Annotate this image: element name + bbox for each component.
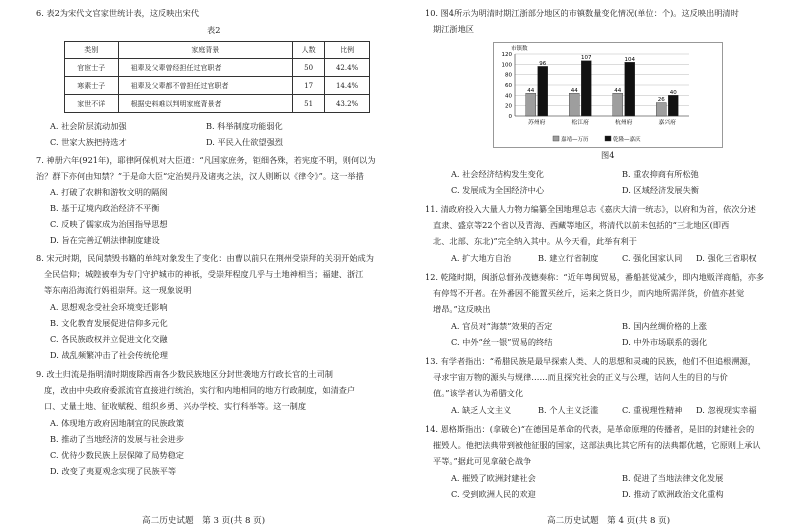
x-tick-label: 苏州府: [528, 120, 546, 126]
question-12-line: 12. 乾隆时期，闽浙总督孙茂德奏称：“近年粤闽贸易，番船甚觉减少，即内地贩洋商船，亦多: [425, 272, 765, 282]
table-cell: 42.4%: [325, 59, 370, 77]
bar: [613, 93, 623, 116]
option-10c: C. 发展成为全国经济中心: [451, 185, 545, 195]
bar-chart-svg: [493, 42, 723, 148]
option-13b: B. 个人主义泛滥: [538, 405, 599, 415]
option-14c: C. 受到欧洲人民的欢迎: [451, 489, 536, 499]
table-cell: 祖辈及父辈曾经担任过官职者: [118, 59, 293, 77]
option-9a: A. 体现地方政府因地制宜的民族政策: [50, 418, 184, 428]
question-8-line: 8. 宋元时期，民间禁毁书籍的单纯对象发生了变化：由曹以前只在荆州受崇拜的关羽开始成为: [36, 253, 374, 263]
page-footer: 高二历史试题 第 3 页(共 8 页): [142, 516, 266, 526]
x-tick-label: 嘉兴府: [658, 120, 676, 126]
option-13a: A. 缺乏人文主义: [451, 405, 512, 415]
data-label: 26: [657, 97, 665, 104]
table-cell: 寒素士子: [65, 77, 119, 95]
x-tick-label: 杭州府: [615, 120, 633, 126]
option-8c: C. 各民族政权并立促进文化交融: [50, 334, 168, 344]
legend-swatch: [605, 136, 611, 141]
page-footer: 高二历史试题 第 4 页(共 8 页): [547, 516, 671, 526]
question-11-line: 11. 清政府投入大量人力物力编纂全国地理总志《嘉庆大清一统志》，以府和为首，依次分述: [425, 204, 756, 214]
option-13d: D. 忽视现实幸福: [696, 405, 757, 415]
question-12-line: 增昂。”这反映出: [433, 304, 491, 314]
question-9-line: 口、丈量土地、征收赋税、组织乡勇、兴办学校、实行科举等。这一制度: [44, 401, 307, 411]
question-9-line: 9. 改土归流是指明清时期废除西南各少数民族地区分封世袭地方行政长官的土司制: [36, 369, 333, 379]
y-tick-label: 120: [501, 52, 512, 58]
question-6-stem: 6. 表2为宋代文官家世统计表，这反映出宋代: [36, 8, 199, 18]
option-10a: A. 社会经济结构发生变化: [451, 169, 544, 179]
option-14a: A. 摧毁了欧洲封建社会: [451, 473, 536, 483]
option-11c: C. 强化国家认同: [622, 253, 683, 263]
option-10b: B. 重农抑商有所松弛: [622, 169, 699, 179]
question-13-line: 寻求宇宙万物的源头与规律……而且探究社会的正义与公理，诘问人生的目的与价: [433, 372, 728, 382]
option-6b: B. 科举制度功能弱化: [206, 121, 283, 131]
option-14d: D. 推动了欧洲政治文化重构: [622, 489, 724, 499]
option-7b: B. 基于辽境内政治经济不平衡: [50, 203, 160, 213]
table-row: [65, 59, 370, 77]
figure-4-chart: [493, 42, 723, 148]
table-header: 比例: [325, 42, 370, 59]
table-cell: 50: [293, 59, 325, 77]
data-label: 44: [570, 87, 578, 94]
table-cell: 17: [293, 77, 325, 95]
y-tick-label: 20: [505, 103, 512, 110]
y-tick-label: 0: [508, 114, 512, 120]
table-cell: 官宦士子: [65, 59, 119, 77]
table-2: [64, 41, 370, 113]
option-6c: C. 世家大族把持选才: [50, 137, 127, 147]
option-8a: A. 思想观念受社会环境变迁影响: [50, 302, 168, 312]
question-14-line: 14. 恩格斯指出：(拿破仑)“在德国是革命的代表，是革命原理的传播者，是旧的封建社会的: [425, 424, 755, 434]
question-12-line: 有停驾不开者。在外番因不能置买丝斤，运来之货日少，而内地所需洋货，价值亦甚觉: [433, 288, 745, 298]
question-7-line: 治？群下亦何由知禁？”于是命大臣“定治契丹及诸夷之法，汉人则断以《律令》”。这一举措: [36, 171, 364, 181]
option-13c: C. 重视理性精神: [622, 405, 683, 415]
bar: [526, 93, 536, 116]
option-12b: B. 国内丝绸价格的上涨: [622, 321, 707, 331]
data-label: 44: [614, 87, 622, 94]
question-10-line: 10. 图4所示为明清时期江浙部分地区的市镇数量变化情况(单位：个)。这反映出明清时: [425, 8, 739, 18]
option-7a: A. 打破了农耕和游牧文明的隔阂: [50, 187, 168, 197]
option-11b: B. 建立行省制度: [538, 253, 599, 263]
data-label: 40: [669, 89, 677, 96]
table-cell: 51: [293, 95, 325, 113]
option-9c: C. 优待少数民族上层保障了局势稳定: [50, 450, 184, 460]
figure-label: 图4: [601, 150, 615, 160]
option-7c: C. 反映了儒家成为治国指导思想: [50, 219, 168, 229]
question-9-line: 度，改由中央政府委派流官直接进行统治，实行和内地相同的地方行政制度，如清查户: [44, 385, 356, 395]
table-cell: 43.2%: [325, 95, 370, 113]
legend-swatch: [553, 136, 559, 141]
question-11-line: 直隶、盛京等22个省以及青海、西藏等地区，将清代以前未包括的“三北地区(即西: [433, 220, 730, 230]
y-tick-label: 100: [501, 62, 512, 69]
data-label: 96: [539, 60, 547, 67]
question-14-line: 平等。”据此可见拿破仑战争: [433, 456, 532, 466]
table-header: 类别: [65, 42, 119, 59]
option-6a: A. 社会阶层流动加强: [50, 121, 127, 131]
option-10d: D. 区域经济发展失衡: [622, 185, 699, 195]
question-13-line: 值。”该学者认为希腊文化: [433, 388, 524, 398]
legend-label: 嘉靖—万历: [561, 137, 589, 143]
data-label: 104: [624, 56, 635, 63]
question-7-line: 7. 神册六年(921年)，耶律阿保机对大臣道：“凡国家庶务，钜细各殊，若宪度不明，则何以为: [36, 155, 376, 165]
table-cell: 祖辈及父辈都不曾担任过官职者: [118, 77, 293, 95]
question-10-line: 期江浙地区: [433, 24, 474, 34]
table-cell: 根据史料难以判明家庭背景者: [118, 95, 293, 113]
table-header: 人数: [293, 42, 325, 59]
bar: [569, 93, 579, 116]
y-tick-label: 80: [505, 72, 512, 79]
legend-label: 乾隆—嘉庆: [613, 137, 641, 143]
right-page: [397, 0, 794, 532]
bar: [538, 66, 548, 116]
question-14-line: 摧毁人。他把法典带到被他征服的国家，这部法典比其它所有的法典都优越，它原则上承认: [433, 440, 761, 450]
data-label: 107: [581, 55, 592, 62]
y-tick-label: 60: [505, 83, 512, 89]
table-cell: 14.4%: [325, 77, 370, 95]
option-8b: B. 文化教育发展促进信仰多元化: [50, 318, 168, 328]
option-14b: B. 促进了当地法律文化发展: [622, 473, 724, 483]
x-tick-label: 松江府: [571, 120, 589, 126]
table-cell: 家世不详: [65, 95, 119, 113]
table-row: [65, 77, 370, 95]
y-tick-label: 40: [505, 93, 512, 100]
question-13-line: 13. 有学者指出：“希腊民族是最早探索人类、人的思想和灵魂的民族，他们不但追根溯源，: [425, 356, 756, 366]
bar: [581, 61, 591, 116]
table-title: 表2: [207, 25, 221, 35]
question-11-line: 北、北部、东北)”完全纳入其中。从今天看，此举有利于: [433, 236, 637, 246]
option-11a: A. 扩大地方自治: [451, 253, 512, 263]
option-12d: D. 中外市场联系的弱化: [622, 337, 708, 347]
option-9b: B. 推动了当地经济的发展与社会进步: [50, 434, 185, 444]
table-row: [65, 95, 370, 113]
bar: [656, 103, 666, 116]
question-8-line: 全民信仰；城隍被奉为专门守护城市的神祇，受崇拜程度几乎与土地神相当；福建、浙江: [44, 269, 364, 279]
table-header: 家庭背景: [118, 42, 293, 59]
option-11d: D. 强化三省职权: [696, 253, 757, 263]
option-9d: D. 改变了夷夏观念实现了民族平等: [50, 466, 177, 476]
option-8d: D. 战乱频繁冲击了社会传统伦理: [50, 350, 168, 360]
bar: [668, 95, 678, 116]
bar: [625, 62, 635, 116]
data-label: 44: [527, 87, 535, 94]
option-7d: D. 旨在完善辽朝法律制度建设: [50, 235, 160, 245]
option-12c: C. 中外“丝一银”贸易的终结: [451, 337, 553, 347]
option-12a: A. 官员对“海禁”效果的否定: [451, 321, 553, 331]
question-8-line: 等东南沿海流行妈祖崇拜。这一现象说明: [44, 285, 192, 295]
y-axis-label: 市镇数: [511, 46, 528, 52]
option-6d: D. 平民入仕欲望强烈: [206, 137, 283, 147]
